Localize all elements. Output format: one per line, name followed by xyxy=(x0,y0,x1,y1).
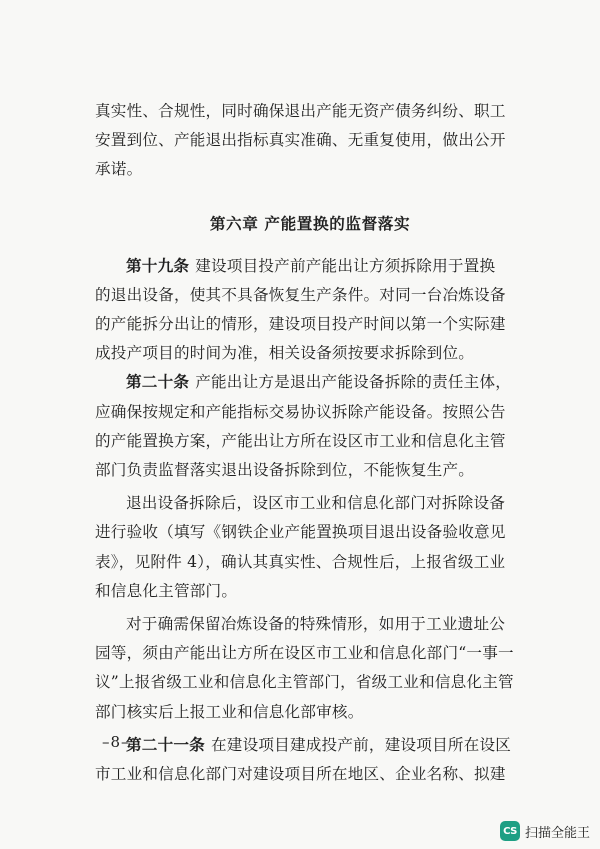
article-19-paragraph xyxy=(95,252,515,369)
camscanner-logo-icon: CS xyxy=(500,821,520,841)
text-line: 市工业和信息化部门对建设项目所在地区、企业名称、拟建 xyxy=(95,765,506,784)
text-line: 安置到位、产能退出指标真实准确、无重复使用，做出公开 xyxy=(95,131,506,150)
text-line xyxy=(95,731,515,760)
text-line: 应确保按规定和产能指标交易协议拆除产能设备。按照公告 xyxy=(95,402,506,421)
text-line: 部门负责监督落实退出设备拆除到位，不能恢复生产。 xyxy=(95,461,475,480)
chapter-title: 第六章 产能置换的监督落实 xyxy=(209,214,411,233)
text-line: 对于确需保留冶炼设备的特殊情形，如用于工业遗址公 xyxy=(126,615,506,634)
text-line: 和信息化主管部门。 xyxy=(95,581,238,600)
text-line: 的退出设备，使其不具备恢复生产条件。对同一台冶炼设备 xyxy=(95,285,506,304)
page-number: –8– xyxy=(102,733,130,751)
text-line: 承诺。 xyxy=(95,160,143,179)
scanner-watermark xyxy=(500,821,590,841)
article-label: 第二十一条 xyxy=(126,735,205,754)
text-line: 真实性、合规性，同时确保退出产能无资产债务纠纷、职工 xyxy=(95,102,506,120)
text-span: 在建设项目建成投产前，建设项目所在设区 xyxy=(210,735,512,754)
text-line: 的产能置换方案，产能出让方所在设区市工业和信息化主管 xyxy=(95,431,506,450)
text-line: 部门核实后上报工业和信息化部审核。 xyxy=(95,702,364,721)
intro-paragraph xyxy=(95,97,515,185)
article-label: 第二十条 xyxy=(126,373,190,392)
text-span: 建设项目投产前产能出让方须拆除用于置换 xyxy=(195,256,496,275)
special-case-paragraph xyxy=(95,610,515,727)
article-label: 第十九条 xyxy=(126,256,190,275)
text-line: 进行验收（填写《钢铁企业产能置换项目退出设备验收意见 xyxy=(95,523,506,542)
text-span: 产能出让方是退出产能设备拆除的责任主体， xyxy=(195,373,512,392)
text-line: 的产能拆分出让的情形，建设项目投产时间以第一个实际建 xyxy=(95,315,506,334)
text-line xyxy=(95,252,515,281)
page-content xyxy=(95,97,515,789)
watermark-label: 扫描全能王 xyxy=(524,825,590,841)
article-20-paragraph xyxy=(95,368,515,485)
text-line xyxy=(95,368,515,397)
text-line: 议”上报省级工业和信息化主管部门，省级工业和信息化主管 xyxy=(95,673,514,692)
text-line: 表》，见附件 4），确认其真实性、合规性后，上报省级工业 xyxy=(95,552,506,571)
text-line: 园等，须由产能出让方所在设区市工业和信息化部门“一事一 xyxy=(95,644,514,663)
acceptance-paragraph xyxy=(95,489,515,606)
text-line: 退出设备拆除后，设区市工业和信息化部门对拆除设备 xyxy=(126,494,506,513)
text-line: 成投产项目的时间为准，相关设备须按要求拆除到位。 xyxy=(95,344,475,363)
article-21-paragraph xyxy=(95,731,515,789)
